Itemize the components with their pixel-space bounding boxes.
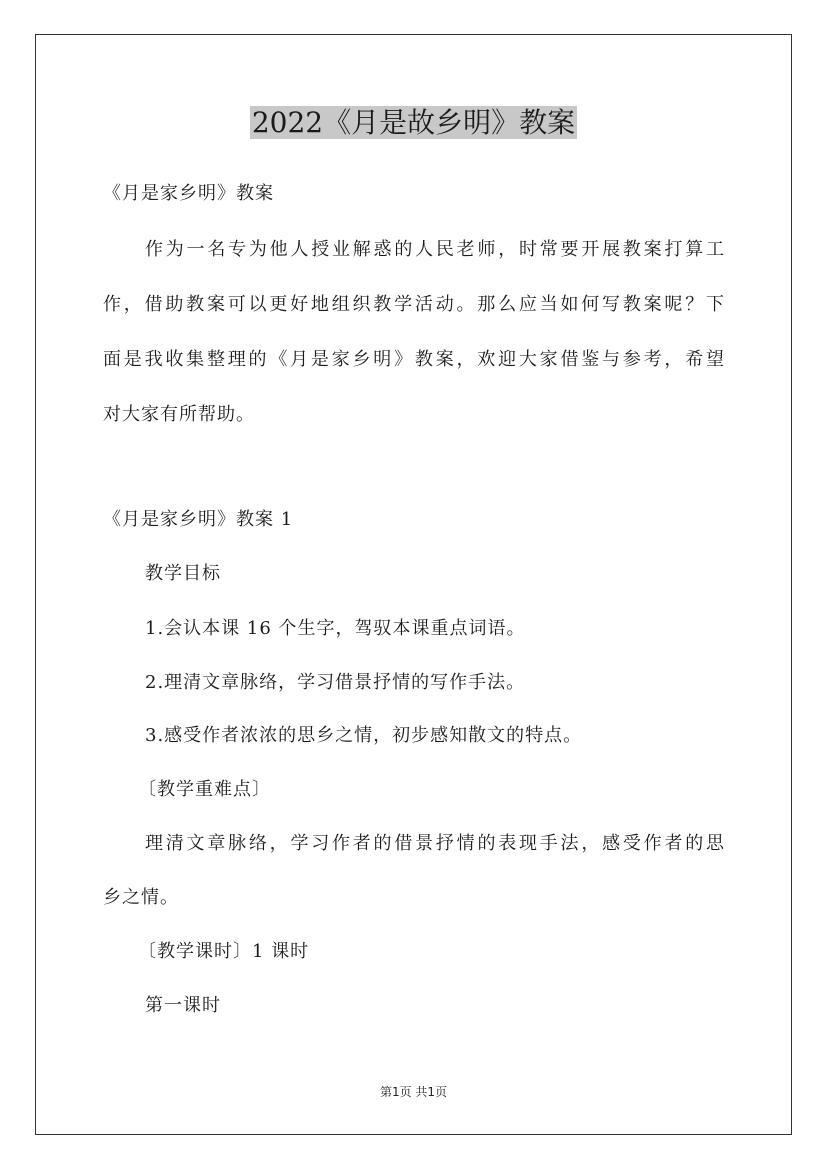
lesson-hours: 〔教学课时〕1 课时 — [138, 941, 310, 962]
first-lesson-heading: 第一课时 — [145, 995, 221, 1016]
goal-item-1: 1.会认本课 16 个生字，驾驭本课重点词语。 — [145, 618, 526, 639]
key-points-line-1: 理清文章脉络，学习作者的借景抒情的表现手法，感受作者的思 — [145, 833, 725, 854]
goals-heading: 教学目标 — [145, 563, 221, 584]
subtitle: 《月是家乡明》教案 — [103, 183, 274, 204]
intro-line-2: 作，借助教案可以更好地组织教学活动。那么应当如何写教案呢？下 — [103, 294, 725, 315]
key-points-heading: 〔教学重难点〕 — [138, 779, 271, 800]
goal-item-2: 2.理清文章脉络，学习借景抒情的写作手法。 — [145, 672, 526, 693]
intro-line-1: 作为一名专为他人授业解惑的人民老师，时常要开展教案打算工 — [145, 239, 725, 260]
document-title: 2022《月是故乡明》教案 — [251, 106, 576, 139]
intro-line-4: 对大家有所帮助。 — [103, 404, 255, 425]
intro-line-3: 面是我收集整理的《月是家乡明》教案，欢迎大家借鉴与参考，希望 — [103, 349, 725, 370]
goal-item-3: 3.感受作者浓浓的思乡之情，初步感知散文的特点。 — [145, 725, 583, 746]
section-heading: 《月是家乡明》教案 1 — [103, 509, 294, 530]
page-footer: 第1页 共1页 — [379, 1085, 448, 1099]
key-points-line-2: 乡之情。 — [103, 887, 179, 908]
